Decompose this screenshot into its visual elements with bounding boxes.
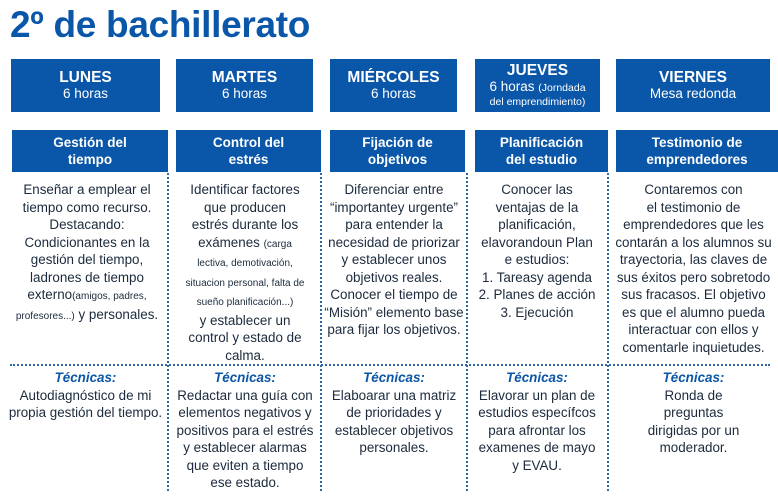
description-aside: situacion personal, falta de [185,277,305,289]
technique-line: moderador. [659,440,728,455]
description-line: “importantey urgente” [329,199,458,215]
day-header-jueves [475,59,600,112]
day-hours: 6 horas [62,86,109,101]
description-martes [170,181,320,364]
description-line: Identificar factores [190,182,300,197]
techniques-martes [170,369,320,492]
description-line: 3. Ejecución [500,304,574,320]
technique-line: Ronda de [664,387,723,403]
technique-line: dirigidas por un [647,422,740,438]
topic-testimonio-emprendedores [616,130,778,172]
description-line: sus éxitos pero sobretodo [616,269,771,285]
techniques-viernes [609,369,778,457]
techniques-label: Técnicas: [506,370,568,385]
technique-line: establecer objetivos [334,422,454,438]
description-jueves [468,181,606,321]
description-line: gestión del tiempo, [30,252,144,267]
description-line: ventajas de la [495,199,579,215]
techniques-label: Técnicas: [662,370,725,385]
description-line: ladrones de tiempo [30,269,144,285]
description-line: que producen [204,199,286,215]
technique-line: positivos para el estrés [176,422,314,438]
description-line: tiempo como recurso. [22,199,152,215]
description-line: es que el alumno pueda [622,304,765,320]
description-miercoles [322,181,466,339]
description-line [170,292,320,312]
description-line: contarán a los alumnos su [615,234,772,250]
description-text: exámenes [198,234,264,250]
description-line [170,273,320,293]
description-line: y establecer un [199,312,291,328]
day-hours: 6 horas [370,86,417,101]
technique-line: Autodiagnóstico de mi [19,387,152,403]
topic-fijacion-objetivos [330,130,465,172]
techniques-miercoles [322,369,466,457]
topic-line: tiempo [67,152,113,167]
techniques-lunes [4,369,167,422]
description-line [8,306,166,326]
technique-line: examenes de mayo [478,440,596,455]
day-name: MARTES [211,69,278,86]
description-aside: (amigos, padres, [72,291,147,302]
technique-line: Elavorar un plan de [478,387,596,403]
day-name: LUNES [59,69,112,86]
technique-line: preguntas [663,405,724,420]
technique-line: propia gestión del tiempo. [8,405,163,420]
description-aside: lectiva, demotivación, [197,258,293,269]
description-line: interactuar con ellos y [628,322,759,337]
description-viernes [609,181,778,356]
day-header-martes [176,59,313,112]
technique-line: que eviten a tiempo [186,457,304,473]
technique-line: estudios específcos [478,405,596,420]
topic-line: Testimonio de [651,135,743,150]
description-text: y personales. [74,306,159,322]
topic-gestion-tiempo [12,130,168,172]
techniques-label: Técnicas: [363,370,425,385]
day-header-miercoles [330,59,457,112]
description-line: Contaremos con [644,182,743,197]
day-hours [489,79,585,96]
description-line: 1. Tareasy agenda [482,269,592,285]
topic-line: objetivos [367,152,428,167]
topic-line: Control del [212,135,285,150]
topic-line: estrés [228,152,269,167]
description-line: “Misión” elemento base [324,304,464,320]
techniques-label: Técnicas: [214,370,276,385]
description-line: estrés durante los [191,217,299,232]
description-line: Conocer el tiempo de [330,287,458,302]
technique-line: Elaboarar una matriz [331,387,457,403]
day-header-viernes [616,59,770,112]
description-line: e estudios: [504,252,570,267]
description-line: sus fracasos. El objetivo [621,287,766,302]
topic-line: emprendedores [646,152,748,167]
description-line: calma. [225,347,265,363]
description-line: objetivos reales. [345,269,443,285]
description-lunes [8,181,166,325]
column-divider [167,173,169,491]
description-line: 2. Planes de acción [478,287,596,302]
technique-line: de prioridades y [346,405,442,420]
technique-line: Redactar una guía con [177,387,313,403]
description-line [170,253,320,273]
day-name: MIÉRCOLES [347,69,440,86]
topic-control-estres [176,130,321,172]
day-name: JUEVES [506,62,569,79]
description-line: el testimonio de [646,199,741,215]
description-line: control y estado de [188,330,302,345]
description-line: Destacando: [49,217,125,232]
day-note: (Jorndada [538,82,586,94]
techniques-jueves [468,369,606,474]
description-line: Diferenciar entre [344,182,444,197]
topic-line: Fijación de [362,135,433,150]
day-name: VIERNES [658,69,728,86]
description-line: Enseñar a emplear el [23,182,151,197]
description-line: necesidad de priorizar [328,234,460,250]
technique-line: ese estado. [210,475,280,490]
description-line: para entender la [345,217,443,232]
description-line: Condicionantes en la [24,234,150,250]
day-note-continued: del emprendimiento) [489,96,586,108]
description-line: Conocer las [501,182,573,197]
technique-line: y establecer alarmas [183,440,307,455]
technique-line: personales. [359,440,429,455]
topic-planificacion-estudio [475,130,608,172]
topic-line: del estudio [505,152,578,167]
description-line: planificación, [498,217,576,232]
day-hours: Mesa redonda [649,86,737,101]
description-text: externo [27,287,73,302]
description-line: emprendedores que les [623,217,764,232]
day-hours-value: 6 horas [489,79,535,94]
description-line: trayectoria, las claves de [619,252,768,267]
description-line [170,234,320,254]
day-header-lunes [11,59,160,112]
day-hours: 6 horas [221,86,268,101]
row-divider [10,364,770,366]
topic-line: Planificación [499,135,584,150]
description-aside: profesores...) [15,310,75,322]
description-line: y establecer unos [341,252,447,267]
technique-line: y EVAU. [512,457,562,473]
page-title: 2º de bachillerato [10,4,311,45]
topic-line: Gestión del [53,135,127,150]
techniques-label: Técnicas: [54,370,117,385]
description-aside: (carga [263,238,292,250]
technique-line: para afrontar los [488,422,586,438]
description-line: comentarle inquietudes. [622,339,765,355]
description-line [8,286,166,306]
technique-line: elementos negativos y [178,405,312,420]
description-line: para fijar los objetivos. [327,322,461,337]
description-aside: sueño planificación...) [196,297,294,308]
description-line: elavorandoun Plan [481,234,593,250]
